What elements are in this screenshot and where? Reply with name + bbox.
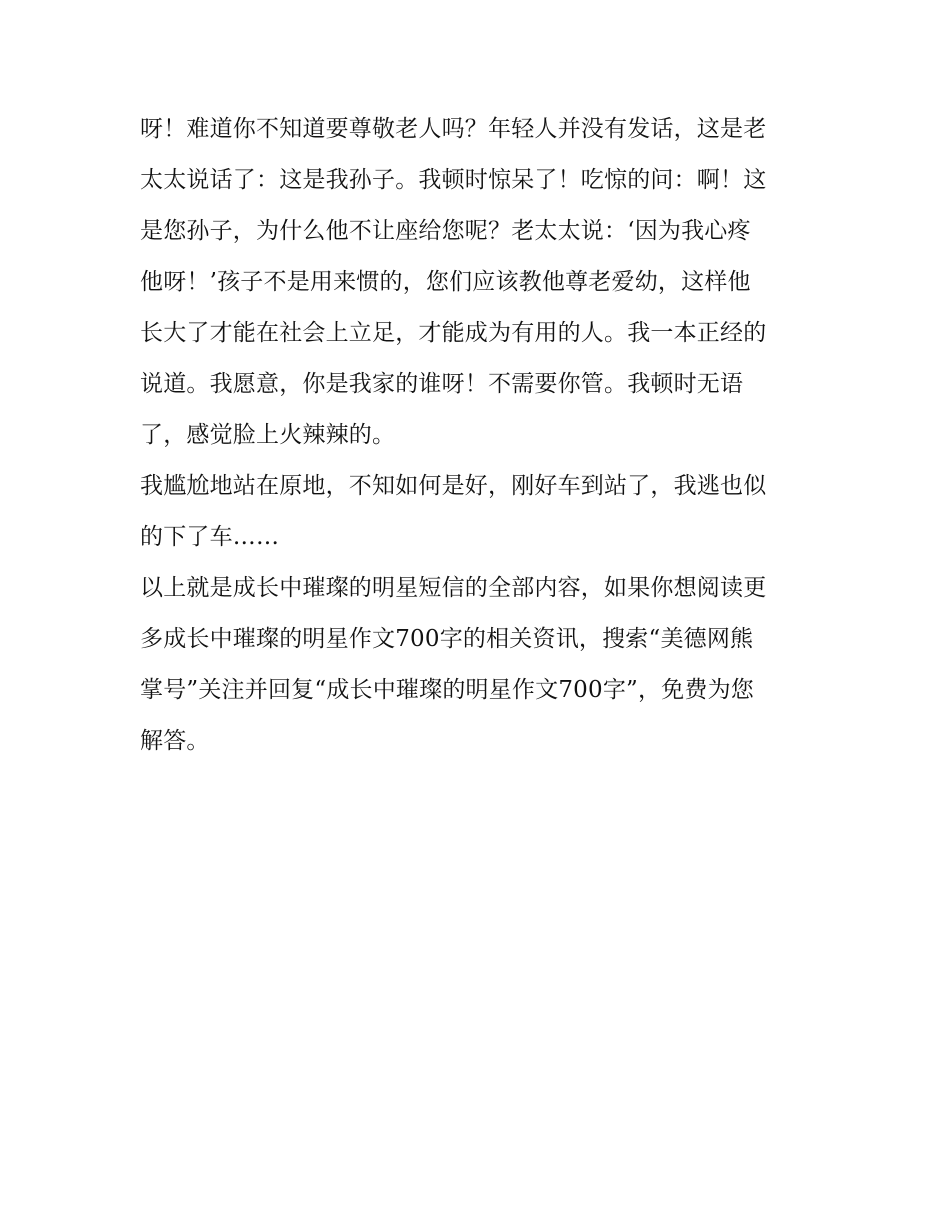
text-line: 太太说话了：这是我孙子。我顿时惊呆了！吃惊的问：啊！这 [140, 167, 767, 193]
text-line: 以上就是成长中璀璨的明星短信的全部内容，如果你想阅读更 [140, 575, 767, 601]
paragraph-story-ending [140, 461, 820, 563]
text-line: 的下了车…… [140, 524, 280, 550]
text-line: 说道。我愿意，你是我家的谁呀！不需要你管。我顿时无语 [140, 371, 744, 397]
text-line: 我尴尬地站在原地，不知如何是好，刚好车到站了，我逃也似 [140, 473, 767, 499]
text-line: 长大了才能在社会上立足，才能成为有用的人。我一本正经的 [140, 320, 767, 346]
text-line: 呀！难道你不知道要尊敬老人吗？年轻人并没有发话，这是老 [140, 116, 767, 142]
text-line: 是您孙子，为什么他不让座给您呢？老太太说：‘因为我心疼 [140, 218, 751, 244]
text-line: 多成长中璀璨的明星作文700字的相关资讯，搜索“美德网熊 [140, 626, 754, 652]
paragraph-story-dialogue [140, 104, 820, 461]
document-body [140, 104, 820, 767]
text-line: 了，感觉脸上火辣辣的。 [140, 422, 396, 448]
paragraph-closing-note [140, 563, 820, 767]
text-line: 掌号”关注并回复“成长中璀璨的明星作文700字”，免费为您 [140, 677, 754, 703]
text-line: 他呀！’孩子不是用来惯的，您们应该教他尊老爱幼，这样他 [140, 269, 751, 295]
text-line: 解答。 [140, 728, 210, 754]
